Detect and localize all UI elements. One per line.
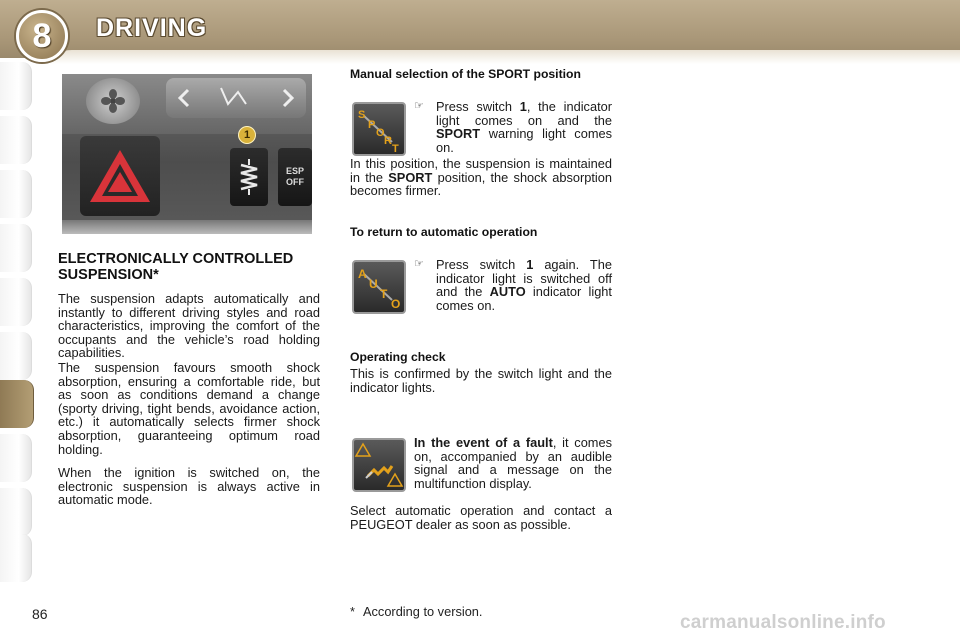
sport-suspension-icon bbox=[352, 102, 406, 156]
intro-paragraph: The suspension adapts automatically and instantly to different driving styles and road characteristics, improving the comfort of the occupants and the vehicle’s road holding capabilities. bbox=[58, 291, 320, 361]
auto-letter-u: U bbox=[369, 277, 378, 291]
footnote-text: According to version. bbox=[362, 604, 483, 619]
sport-bullet bbox=[414, 100, 612, 154]
sport-bullet-text bbox=[414, 100, 612, 154]
footnote bbox=[350, 604, 482, 619]
auto-heading: To return to automatic operation bbox=[350, 225, 538, 239]
esp-label: ESP bbox=[285, 166, 304, 176]
fault-text-rest: , it comes on, accompanied by an audible signal and a message on the multifunction display. bbox=[414, 435, 612, 491]
fault-text-bold: In the event of a fault bbox=[414, 435, 553, 450]
auto-bullet-switch-number: 1 bbox=[526, 257, 534, 272]
auto-letter-t: T bbox=[380, 287, 388, 301]
sport-letter-s: S bbox=[358, 109, 366, 121]
sport-bullet-switch-number: 1 bbox=[519, 99, 527, 114]
suspension-fault-icon bbox=[352, 438, 406, 492]
chapter-tab-5[interactable] bbox=[0, 278, 32, 326]
chapter-tab-2[interactable] bbox=[0, 116, 32, 164]
dashboard-switch-photo bbox=[62, 74, 312, 234]
chapter-tab-10[interactable] bbox=[0, 488, 32, 536]
sport-bullet-sport-word: SPORT bbox=[436, 126, 481, 142]
arrow-bullet-icon: ☞ bbox=[414, 100, 424, 112]
suspension-paragraph: The suspension favours smooth shock absorption, ensuring a comfortable ride, but as soon as conditions demand a change (sporty driving, tight bends, avoidance action, etc.) it automatically selects firmer shock absorption, guaranteeing optimum road holding. bbox=[58, 360, 320, 457]
page-number: 86 bbox=[32, 606, 48, 622]
switch-callout-1: 1 bbox=[238, 126, 256, 144]
chapter-number: 8 bbox=[32, 16, 52, 55]
fan-icon bbox=[100, 88, 126, 114]
auto-suspension-icon bbox=[352, 260, 406, 314]
auto-letter-o: O bbox=[391, 297, 401, 311]
sport-letter-r: R bbox=[384, 135, 392, 147]
chapter-tab-11[interactable] bbox=[0, 534, 32, 582]
arrow-bullet-icon: ☞ bbox=[414, 258, 424, 270]
auto-bullet-post: indicator light comes on. bbox=[436, 284, 612, 313]
section-title: ELECTRONICALLY CONTROLLED SUSPENSION* bbox=[58, 251, 294, 283]
chapter-tab-1[interactable] bbox=[0, 62, 32, 110]
chapter-number-badge bbox=[16, 10, 68, 62]
chapter-tab-strip bbox=[0, 62, 34, 582]
suspension-switch-1 bbox=[230, 148, 268, 206]
footnote-star: * bbox=[350, 604, 355, 619]
esp-off-label: OFF bbox=[286, 177, 304, 187]
header-fold bbox=[50, 50, 960, 64]
sport-letter-o: O bbox=[376, 127, 385, 139]
sport-description-bold: SPORT bbox=[388, 169, 433, 185]
auto-letters-graphic bbox=[354, 262, 404, 312]
vent-arrows-icon bbox=[166, 78, 306, 118]
sport-letter-p: P bbox=[368, 119, 376, 131]
hazard-switch bbox=[80, 136, 160, 216]
fan-knob bbox=[86, 78, 140, 124]
watermark: carmanualsonline.info bbox=[680, 612, 886, 633]
fault-action-text: Select automatic operation and contact a PEUGEOT dealer as soon as possible. bbox=[350, 503, 612, 532]
auto-bullet-auto-word: AUTO bbox=[489, 284, 526, 300]
chapter-tab-9[interactable] bbox=[0, 434, 32, 482]
fault-text-body bbox=[414, 436, 612, 490]
esp-off-switch bbox=[278, 148, 312, 206]
hazard-triangle-icon bbox=[88, 146, 152, 206]
auto-bullet-mid: again. The indicator light is switched off and the bbox=[436, 257, 612, 300]
operating-check-text: This is confirmed by the switch light and the indicator lights. bbox=[350, 366, 612, 395]
auto-bullet-text bbox=[414, 258, 612, 312]
chapter-tab-4[interactable] bbox=[0, 224, 32, 272]
sport-description-post: position, the shock absorption becomes firmer. bbox=[350, 169, 612, 199]
photo-lower-trim bbox=[62, 220, 312, 234]
sport-heading: Manual selection of the SPORT position bbox=[350, 67, 581, 81]
auto-bullet bbox=[414, 258, 612, 312]
chapter-tab-3[interactable] bbox=[0, 170, 32, 218]
operating-check-heading: Operating check bbox=[350, 350, 446, 364]
vent-controls bbox=[166, 78, 306, 118]
suspension-spring-icon bbox=[237, 157, 261, 197]
auto-bullet-pre: Press switch bbox=[436, 257, 527, 272]
sport-bullet-pre: Press switch bbox=[436, 99, 520, 114]
sport-bullet-mid: , the indicator light comes on and the bbox=[436, 99, 612, 128]
sport-letter-t: T bbox=[392, 143, 399, 154]
sport-bullet-post: warning light comes on. bbox=[436, 126, 612, 155]
chapter-title: DRIVING bbox=[96, 14, 208, 42]
sport-letters-graphic bbox=[354, 104, 404, 154]
fault-warning-graphic bbox=[354, 440, 404, 490]
sport-description bbox=[350, 157, 612, 198]
chapter-tab-8-active[interactable] bbox=[0, 380, 34, 428]
fault-text bbox=[414, 436, 612, 490]
auto-letter-a: A bbox=[358, 267, 367, 281]
sport-description-pre: In this position, the suspension is maintained in the bbox=[350, 156, 612, 185]
ignition-paragraph: When the ignition is switched on, the electronic suspension is always active in automatic mode. bbox=[58, 465, 320, 508]
chapter-tab-6[interactable] bbox=[0, 332, 32, 380]
